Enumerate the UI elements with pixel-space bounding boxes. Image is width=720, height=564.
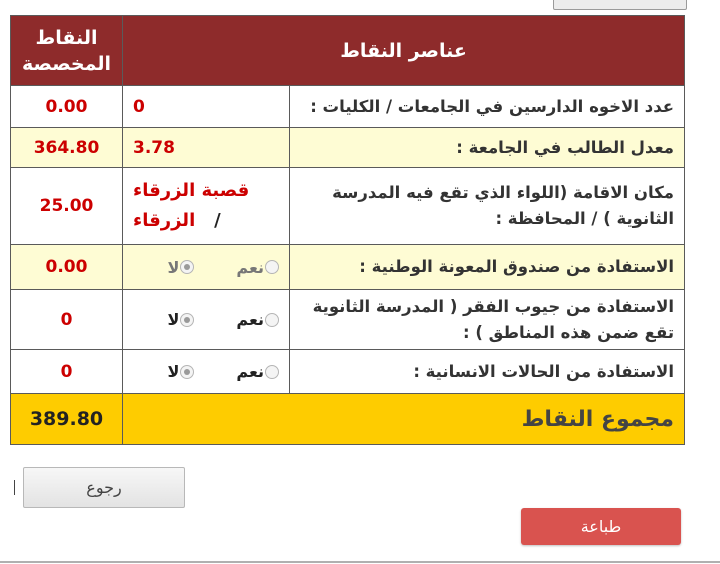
row-value: 0 [123,86,290,128]
district-value: قصبة الزرقاء [133,180,250,201]
row-label: مكان الاقامة (اللواء الذي تقع فيه المدرسة الثانوية ) / المحافظة : [290,168,685,245]
radio-yes-button[interactable] [265,260,279,274]
table-row [11,245,685,290]
table-row [11,168,685,245]
table-header-row [11,16,685,86]
print-button[interactable]: طباعة [521,508,681,545]
radio-yes-label: نعم [236,310,265,329]
radio-yes[interactable] [236,362,279,381]
row-points: 25.00 [11,168,123,245]
table-row [11,350,685,394]
row-points: 364.80 [11,128,123,168]
row-points: 0 [11,290,123,350]
bottom-divider [0,561,720,563]
total-label: مجموع النقاط [123,394,685,445]
top-button-partial[interactable] [553,0,687,10]
row-label: الاستفادة من الحالات الانسانية : [290,350,685,394]
radio-yes-button[interactable] [265,365,279,379]
radio-no-button[interactable] [180,313,194,327]
table-row [11,86,685,128]
back-button[interactable]: رجوع [23,467,185,508]
radio-yes-label: نعم [236,257,265,277]
header-items: عناصر النقاط [123,16,685,86]
radio-yes[interactable] [236,258,279,277]
radio-no-label: لا [167,362,180,381]
radio-no-button[interactable] [180,365,194,379]
radio-yes[interactable] [236,310,279,329]
governorate-value: الزرقاء [133,210,196,231]
table-row [11,290,685,350]
table-row [11,128,685,168]
radio-group [123,350,290,394]
row-value: 3.78 [123,128,290,168]
radio-no-label: لا [167,257,180,277]
row-label: الاستفادة من صندوق المعونة الوطنية : [290,245,685,290]
separator-slash: / [214,210,221,231]
points-table [10,15,685,445]
radio-no[interactable] [168,258,195,277]
row-points: 0.00 [11,245,123,290]
row-points: 0.00 [11,86,123,128]
row-label: عدد الاخوه الدارسين في الجامعات / الكليات : [290,86,685,128]
radio-no-label: لا [167,310,180,329]
residence-value [123,168,290,245]
text-cursor [14,480,15,495]
header-allocated-points: النقاط المخصصة [11,16,123,86]
row-label: معدل الطالب في الجامعة : [290,128,685,168]
radio-no[interactable] [168,362,195,381]
row-points: 0 [11,350,123,394]
radio-no[interactable] [168,310,195,329]
radio-no-button[interactable] [180,260,194,274]
radio-group [123,290,290,350]
row-label: الاستفادة من جيوب الفقر ( المدرسة الثانوية تقع ضمن هذه المناطق ) : [290,290,685,350]
total-value: 389.80 [11,394,123,445]
radio-group [123,245,290,290]
total-row [11,394,685,445]
radio-yes-button[interactable] [265,313,279,327]
radio-yes-label: نعم [236,362,265,381]
